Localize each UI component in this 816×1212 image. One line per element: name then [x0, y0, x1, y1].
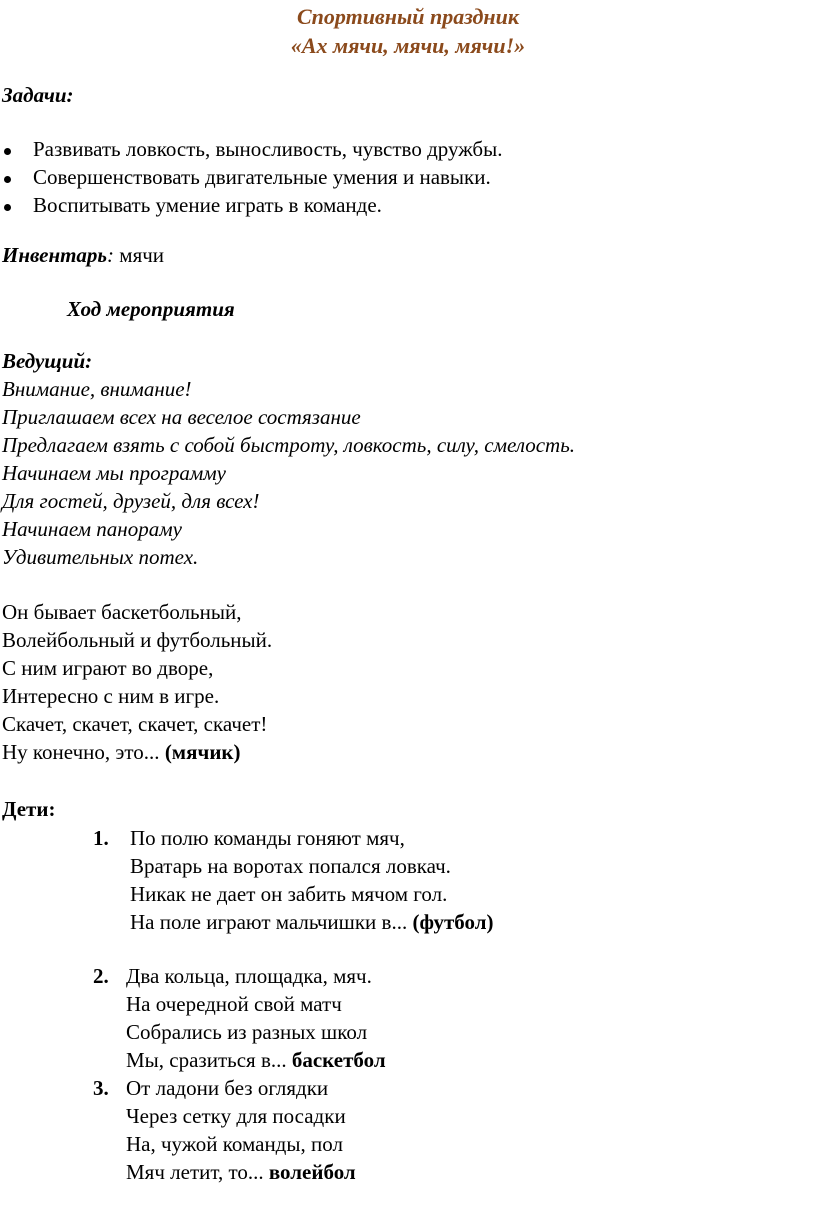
inventory-value: мячи	[114, 243, 165, 267]
kids-riddle-last-text: Мы, сразиться в...	[126, 1048, 292, 1072]
riddle-last-text: Ну конечно, это...	[2, 740, 165, 764]
task-item-3: Воспитывать умение играть в команде.	[33, 193, 382, 217]
riddle-line: Скачет, скачет, скачет, скачет!	[2, 712, 268, 736]
inventory-line	[2, 243, 164, 268]
riddle-number-3: 3.	[93, 1076, 109, 1100]
host-line: Внимание, внимание!	[2, 377, 192, 401]
host-label: Ведущий:	[2, 349, 93, 373]
riddle-line: Волейбольный и футбольный.	[2, 628, 273, 652]
kids-riddle-line: Через сетку для посадки	[126, 1104, 346, 1128]
task-item-1: Развивать ловкость, выносливость, чувство дружбы.	[33, 137, 503, 161]
kids-riddle-last-line	[126, 1160, 356, 1185]
kids-riddle-last-text: Мяч летит, то...	[126, 1160, 269, 1184]
host-line: Начинаем мы программу	[2, 461, 226, 485]
riddle-answer: (мячик)	[164, 740, 241, 764]
riddle-last-line	[2, 740, 241, 765]
host-line: Удивительных потех.	[2, 545, 199, 569]
kids-label: Дети:	[2, 797, 56, 821]
riddle-line: Интересно с ним в игре.	[2, 684, 220, 708]
kids-riddle-line: На, чужой команды, пол	[126, 1132, 343, 1156]
kids-riddle-line: Два кольца, площадка, мяч.	[126, 964, 372, 988]
task-item-2: Совершенствовать двигательные умения и навыки.	[33, 165, 491, 189]
inventory-label: Инвентарь	[2, 243, 108, 267]
host-line: Предлагаем взять с собой быстроту, ловкость, силу, смелость.	[2, 433, 576, 457]
tasks-heading: Задачи:	[2, 83, 74, 107]
inventory-colon: :	[107, 243, 115, 267]
riddle-number-2: 2.	[93, 964, 109, 988]
kids-riddle-answer: волейбол	[268, 1160, 356, 1184]
riddle-line: С ним играют во дворе,	[2, 656, 214, 680]
kids-riddle-last-line	[126, 1048, 386, 1073]
host-line: Для гостей, друзей, для всех!	[2, 489, 260, 513]
course-heading: Ход мероприятия	[67, 297, 235, 321]
kids-riddle-line: От ладони без оглядки	[126, 1076, 329, 1100]
title-line-1: Спортивный праздник	[296, 4, 520, 29]
riddle-number-1: 1.	[93, 826, 109, 850]
kids-riddle-line: Собрались из разных школ	[126, 1020, 368, 1044]
bullet-icon	[4, 204, 11, 211]
kids-riddle-answer: баскетбол	[291, 1048, 386, 1072]
bullet-icon	[4, 176, 11, 183]
host-line: Начинаем панораму	[2, 517, 182, 541]
kids-riddle-last-text: На поле играют мальчишки в...	[130, 910, 413, 934]
bullet-icon	[4, 148, 11, 155]
host-line: Приглашаем всех на веселое состязание	[2, 405, 361, 429]
kids-riddle-line: На очередной свой матч	[126, 992, 342, 1016]
title-line-2: «Ах мячи, мячи, мячи!»	[290, 33, 526, 58]
kids-riddle-line: Никак не дает он забить мячом гол.	[130, 882, 448, 906]
riddle-line: Он бывает баскетбольный,	[2, 600, 242, 624]
kids-riddle-line: Вратарь на воротах попался ловкач.	[130, 854, 451, 878]
kids-riddle-answer: (футбол)	[412, 910, 494, 934]
kids-riddle-line: По полю команды гоняют мяч,	[130, 826, 405, 850]
kids-riddle-last-line	[130, 910, 494, 935]
